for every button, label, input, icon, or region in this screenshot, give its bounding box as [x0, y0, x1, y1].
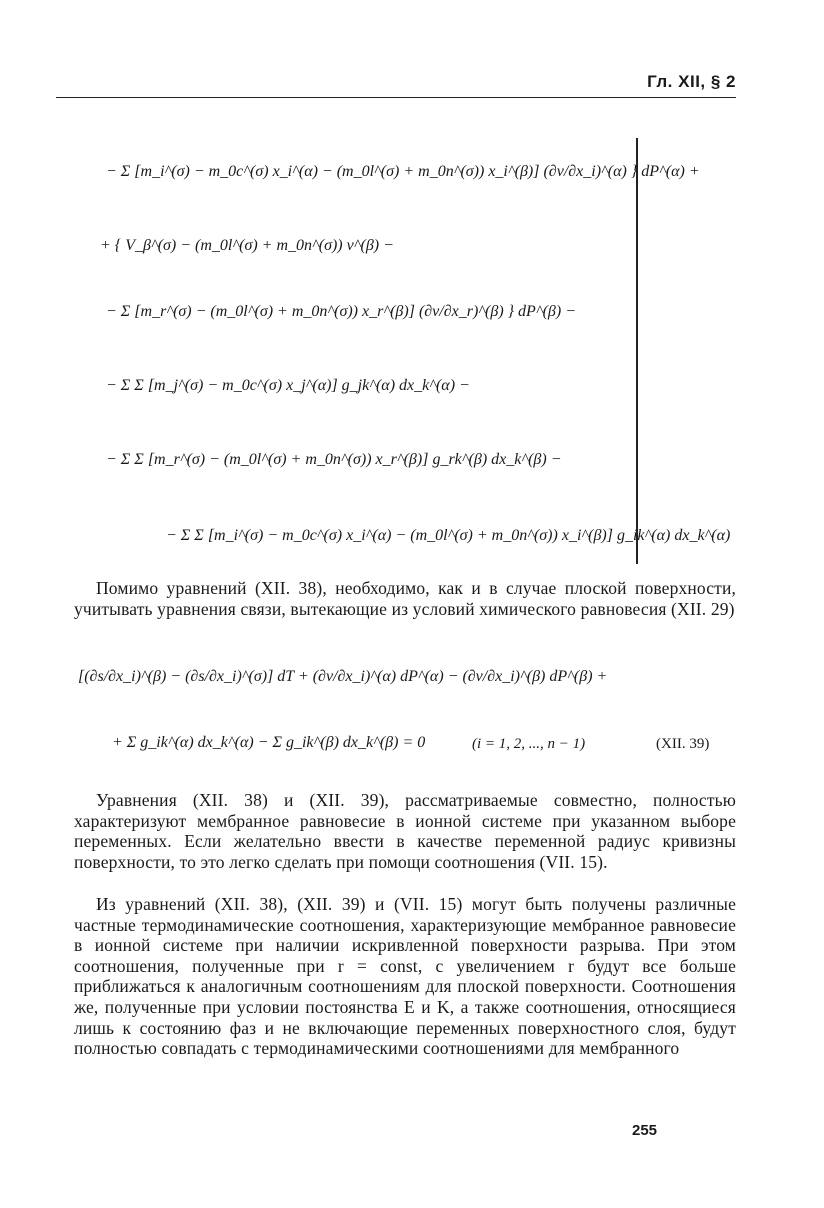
formula-line-3: − Σ [m_r^(σ) − (m_0l^(σ) + m_0n^(σ)) x_r^(β)] (∂v/∂x_r)^(β) } dP^(β) − — [106, 303, 576, 320]
running-head-text: Гл. XII, § 2 — [647, 72, 736, 91]
equation-39-condition: (i = 1, 2, ..., n − 1) — [472, 736, 586, 752]
equation-39-line-2: + Σ g_ik^(α) dx_k^(α) − Σ g_ik^(β) dx_k^(β) = 0 — [112, 734, 426, 751]
running-header — [56, 70, 736, 98]
equation-39-label: (XII. 39) — [656, 736, 710, 752]
page-number: 255 — [632, 1122, 658, 1139]
equation-xii-38-continuation — [96, 130, 731, 570]
paragraph-3 — [74, 894, 736, 1059]
header-rule — [56, 97, 736, 98]
paragraph-1-text: Помимо уравнений (XII. 38), необходимо, как и в случае плоской поверхности, учитывать уравнения связи, вытекающие из условий химического равновесия (XII. 29) — [74, 578, 736, 619]
formula-line-1: − Σ [m_i^(σ) − m_0c^(σ) x_i^(α) − (m_0l^(σ) + m_0n^(σ)) x_i^(β)] (∂v/∂x_i)^(α) } dP^(α) + — [106, 163, 700, 180]
equation-right-bracket — [636, 138, 638, 564]
formula-line-5: − Σ Σ [m_r^(σ) − (m_0l^(σ) + m_0n^(σ)) x_r^(β)] g_rk^(β) dx_k^(β) − — [106, 451, 562, 468]
paragraph-1 — [74, 578, 736, 619]
formula-line-6: − Σ Σ [m_i^(σ) − m_0c^(σ) x_i^(α) − (m_0l^(σ) + m_0n^(σ)) x_i^(β)] g_ik^(α) dx_k^(α) — [166, 527, 731, 544]
paragraph-2-text: Уравнения (XII. 38) и (XII. 39), рассматриваемые совместно, полностью характеризуют мембранное равновесие в ионной системе при указанном выборе переменных. Если желательно ввести в качестве переменной радиус кривизны поверхности, то это легко сделать при помощи соотношения (VII. 15). — [74, 790, 736, 872]
equation-39-line-1: [(∂s/∂x_i)^(β) − (∂s/∂x_i)^(σ)] dT + (∂v/∂x_i)^(α) dP^(α) − (∂v/∂x_i)^(β) dP^(β) + — [78, 668, 608, 685]
paragraph-2 — [74, 790, 736, 872]
paragraph-3-text: Из уравнений (XII. 38), (XII. 39) и (VII. 15) могут быть получены различные частные термодинамические соотношения, характеризующие мембранное равновесие в ионной системе при наличии искривленной поверхности разрыва. При этом соотношения, полученные при r = const, с увеличением r будут все больше приближаться к аналогичным соотношениям для плоской поверхности. Соотношения же, полученные при условии постоянства E и K, а также соотношения, относящиеся лишь к состоянию фаз и не включающие переменных поверхностного слоя, будут полностью совпадать с термодинамическими соотношениями для мембранного — [74, 894, 736, 1059]
formula-line-4: − Σ Σ [m_j^(σ) − m_0c^(σ) x_j^(α)] g_jk^(α) dx_k^(α) − — [106, 377, 470, 394]
formula-line-2: + { V_β^(σ) − (m_0l^(σ) + m_0n^(σ)) v^(β) − — [100, 237, 394, 254]
